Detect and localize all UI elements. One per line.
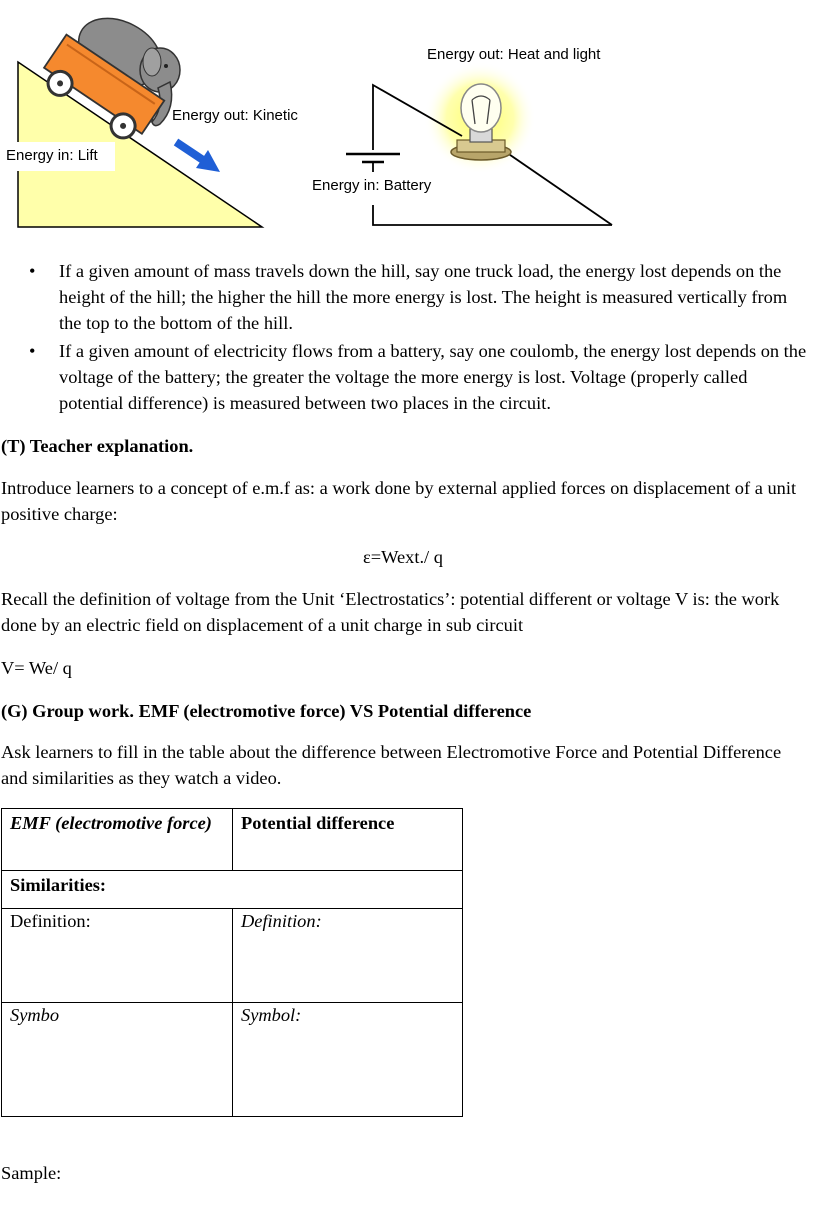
table-row: [2, 871, 463, 909]
teacher-heading: (T) Teacher explanation.: [1, 436, 194, 456]
voltage-formula: V= We/ q: [1, 658, 72, 678]
table-symbol-right: Symbol:: [233, 1003, 463, 1117]
energy-in-battery-label: Energy in: Battery: [312, 177, 432, 194]
ask-paragraph: Ask learners to fill in the table about the difference between Electromotive Force and Potential Difference and similarities as they watch a video.: [1, 742, 782, 788]
kinetic-arrow-icon: [176, 142, 220, 172]
intro-paragraph: Introduce learners to a concept of e.m.f as: a work done by external applied forces on displacement of a unit positive charge:: [1, 478, 797, 524]
bullet-text: If a given amount of electricity flows from a battery, say one coulomb, the energy lost depends on the voltage of the battery; the greater the voltage the more energy is lost. Voltage (properly called potential difference) is measured between two places in the circuit.: [59, 341, 807, 413]
table-row: [2, 809, 463, 871]
table-row: [2, 909, 463, 1003]
circuit-diagram: [346, 62, 612, 225]
bullet-dot-icon: •: [29, 341, 36, 361]
bullet-list: [0, 258, 816, 418]
energy-out-heat-light-label: Energy out: Heat and light: [427, 46, 601, 63]
table-header-pd: Potential difference: [233, 809, 463, 871]
sample-label: Sample:: [1, 1163, 62, 1183]
bullet-item: [0, 258, 811, 336]
recall-paragraph: Recall the definition of voltage from the Unit ‘Electrostatics’: potential different or voltage V is: the work done by an electric field on displacement of a unit charge in sub circuit: [1, 589, 780, 635]
bullet-text: If a given amount of mass travels down the hill, say one truck load, the energy lost depends on the height of the hill; the higher the hill the more energy is lost. The height is measured vertically from the top to the bottom of the hill.: [59, 261, 788, 333]
energy-out-kinetic-label: Energy out: Kinetic: [172, 107, 298, 124]
emf-formula: ε=Wext./ q: [363, 547, 443, 567]
table-definition-right: Definition:: [233, 909, 463, 1003]
table-header-emf: EMF (electromotive force): [2, 809, 233, 871]
table-similarities-cell: Similarities:: [2, 871, 463, 909]
group-work-heading: (G) Group work. EMF (electromotive force) VS Potential difference: [1, 701, 532, 721]
energy-in-lift-label: Energy in: Lift: [6, 147, 98, 164]
emf-vs-pd-table: [1, 808, 463, 1117]
energy-figure: [0, 0, 816, 240]
table-definition-left: Definition:: [2, 909, 233, 1003]
table-row: [2, 1003, 463, 1117]
bullet-item: [0, 338, 811, 416]
bullet-dot-icon: •: [29, 261, 36, 281]
table-symbol-left: Symbo: [2, 1003, 233, 1117]
